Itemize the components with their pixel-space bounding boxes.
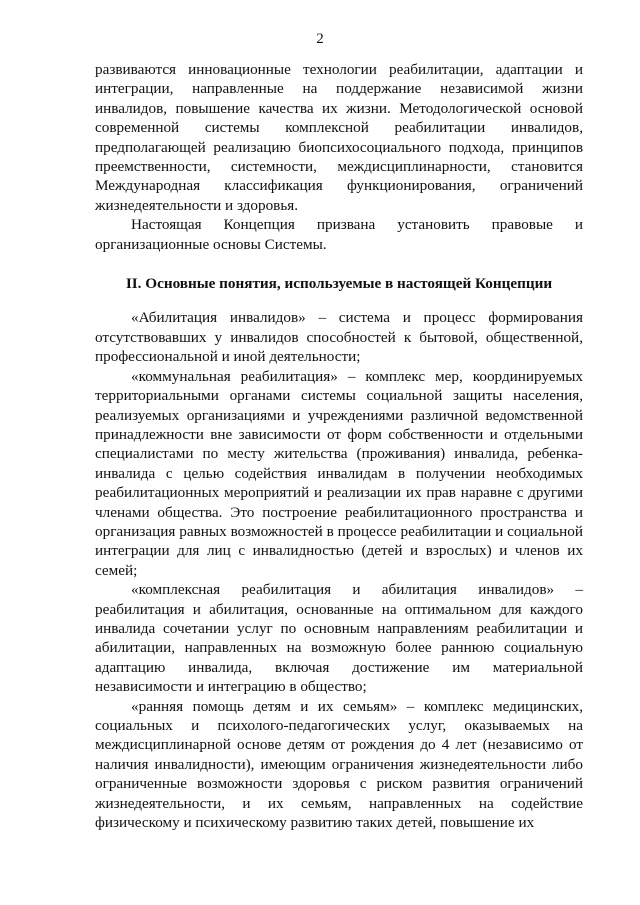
- definition-early-help: «ранняя помощь детям и их семьям» – комплекс медицинских, социальных и психолого-педагогических услуг, оказываемых на междисциплинарной основе детям от рождения до 4 лет (независимо от наличия инвалидности), имеющим ограничения жизнедеятельности либо ограниченные возможности здоровья с риском развития ограничений жизнедеятельности, и их семьям, направленных на содействие физическому и психическому развитию таких детей, повышение их: [95, 697, 583, 832]
- intro-paragraph-purpose: Настоящая Концепция призвана установить правовые и организационные основы Системы.: [95, 216, 583, 253]
- definition-habilitation: «Абилитация инвалидов» – система и процесс формирования отсутствовавших у инвалидов способностей к бытовой, общественной, профессиональной и иной деятельности;: [95, 309, 583, 366]
- section-heading: II. Основные понятия, используемые в настоящей Концепции: [125, 275, 553, 293]
- definition-complex-rehabilitation: «комплексная реабилитация и абилитация инвалидов» – реабилитация и абилитация, основанные на оптимальном для каждого инвалида сочетании услуг по основным направлениям реабилитации и абилитации, направленных на возможную более раннюю социальную адаптацию инвалида, включая достижение им материальной независимости и интеграцию в общество;: [95, 581, 583, 696]
- intro-paragraph: развиваются инновационные технологии реабилитации, адаптации и интеграции, направленные на поддержание независимой жизни инвалидов, повышение качества их жизни. Методологической основой современной системы комплексной реабилитации инвалидов, предполагающей реализацию биопсихосоциального подхода, принципов преемственности, системности, междисциплинарности, становится Международная классификация функционирования, ограничений жизнедеятельности и здоровья.: [95, 61, 583, 214]
- document-body: [95, 60, 583, 832]
- page-number: 2: [316, 31, 324, 47]
- definition-community-rehabilitation: «коммунальная реабилитация» – комплекс мер, координируемых территориальными органами системы социальной защиты населения, реализуемых организациями и учреждениями различной ведомственной принадлежности вне зависимости от форм собственности и отдельными специалистами по месту жительства (проживания) инвалида, ребенка-инвалида с целью содействия инвалидам в получении необходимых реабилитационных мероприятий и реализации их прав наравне с другими членами общества. Это построение реабилитационного пространства и организация равных возможностей в процессе реабилитации и социальной интеграции для лиц с инвалидностью (детей и взрослых) и членов их семей;: [95, 367, 583, 579]
